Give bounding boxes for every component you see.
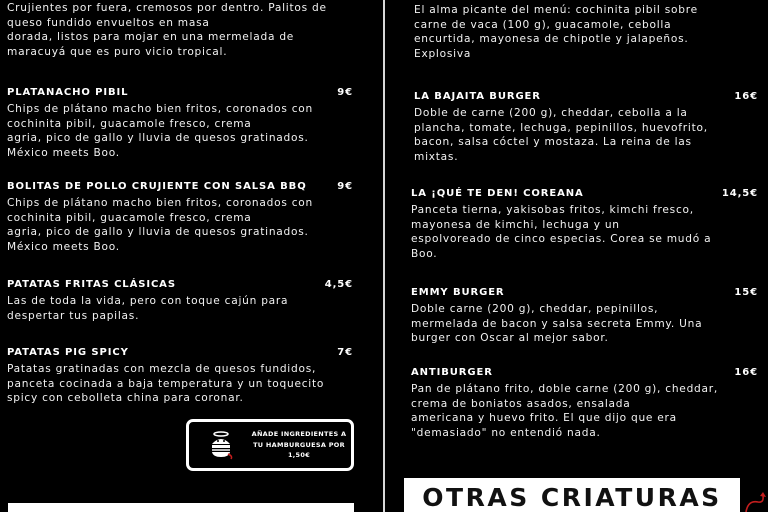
item-price: 15€ bbox=[734, 287, 758, 298]
item-description: Doble de carne (200 g), cheddar, cebolla a la plancha, tomate, lechuga, pepinillos, huevofrito, bacon, salsa cóctel y mostaza. La reina de las mixtas. bbox=[414, 107, 708, 163]
menu-item-bolitas-de-pollo bbox=[7, 181, 353, 254]
menu-item-emmy-burger bbox=[411, 287, 758, 346]
menu-item-antiburger bbox=[411, 367, 758, 440]
item-description: Crujientes por fuera, cremosos por dentro. Palitos de queso fundido envueltos en masa dorada, listos para mojar en una mermelada de maracuyá que es puro vicio tropical. bbox=[7, 2, 327, 58]
item-name: LA ¡QUÉ TE DEN! COREANA bbox=[411, 188, 584, 199]
left-section-header-bar bbox=[8, 503, 354, 512]
add-ingredients-badge bbox=[186, 419, 354, 471]
item-description: Chips de plátano macho bien fritos, coronados con cochinita pibil, guacamole fresco, crema agria, pico de gallo y lluvia de quesos gratinados. México meets Boo. bbox=[7, 197, 314, 253]
item-name: PLATANACHO PIBIL bbox=[7, 87, 129, 98]
item-price: 9€ bbox=[337, 87, 353, 98]
section-title: OTRAS CRIATURAS bbox=[422, 483, 722, 512]
menu-item-la-chicha-chacota bbox=[414, 0, 758, 61]
column-divider bbox=[383, 0, 385, 512]
item-description: Las de toda la vida, pero con toque cajún para despertar tus papilas. bbox=[7, 295, 289, 322]
item-description: Patatas gratinadas con mezcla de quesos fundidos, panceta cocinada a baja temperatura y un toquecito spicy con cebolleta china para coronar. bbox=[7, 363, 325, 405]
item-name: PATATAS FRITAS CLÁSICAS bbox=[7, 279, 176, 290]
menu-item-que-te-den-coreana bbox=[411, 188, 758, 261]
burger-mascot-icon bbox=[209, 430, 233, 460]
item-description: El alma picante del menú: cochinita pibil sobre carne de vaca (100 g), guacamole, cebolla encurtida, mayonesa de chipotle y jalapeños. Explosiva bbox=[414, 4, 698, 60]
item-price: 16€ bbox=[734, 367, 758, 378]
right-menu-column bbox=[390, 0, 768, 512]
item-description: Doble carne (200 g), cheddar, pepinillos, mermelada de bacon y salsa secreta Emmy. Una burger con Oscar al mejor sabor. bbox=[411, 303, 703, 345]
item-name: BOLITAS DE POLLO CRUJIENTE CON SALSA BBQ bbox=[7, 181, 307, 192]
item-price: 4,5€ bbox=[324, 279, 353, 290]
menu-item-intro bbox=[7, 1, 347, 59]
item-name: PATATAS PIG SPICY bbox=[7, 347, 129, 358]
item-name: LA BAJAITA BURGER bbox=[414, 91, 541, 102]
devil-tail-icon bbox=[744, 492, 768, 512]
item-name: EMMY BURGER bbox=[411, 287, 505, 298]
item-price: 16€ bbox=[734, 91, 758, 102]
item-description: Pan de plátano frito, doble carne (200 g), cheddar, crema de boniatos asados, ensalada americana y huevo frito. El que dijo que era "demasiado" no entendió nada. bbox=[411, 383, 718, 439]
item-name: ANTIBURGER bbox=[411, 367, 493, 378]
menu-item-platanacho-pibil bbox=[7, 87, 353, 160]
menu-item-la-bajaita-burger bbox=[414, 91, 758, 164]
section-header-otras-criaturas bbox=[404, 478, 740, 512]
item-description: Chips de plátano macho bien fritos, coronados con cochinita pibil, guacamole fresco, crema agria, pico de gallo y lluvia de quesos gratinados. México meets Boo. bbox=[7, 103, 314, 159]
menu-item-patatas-fritas-clasicas bbox=[7, 279, 353, 323]
badge-text: AÑADE INGREDIENTES A TU HAMBURGUESA POR 1,50€ bbox=[251, 430, 347, 460]
item-price: 9€ bbox=[337, 181, 353, 192]
item-price: 14,5€ bbox=[721, 188, 758, 199]
menu-item-patatas-pig-spicy bbox=[7, 347, 353, 406]
item-description: Panceta tierna, yakisobas fritos, kimchi fresco, mayonesa de kimchi, lechuga y un espolvoreado de cinco especias. Corea se mudó a Boo. bbox=[411, 204, 712, 260]
item-price: 7€ bbox=[337, 347, 353, 358]
